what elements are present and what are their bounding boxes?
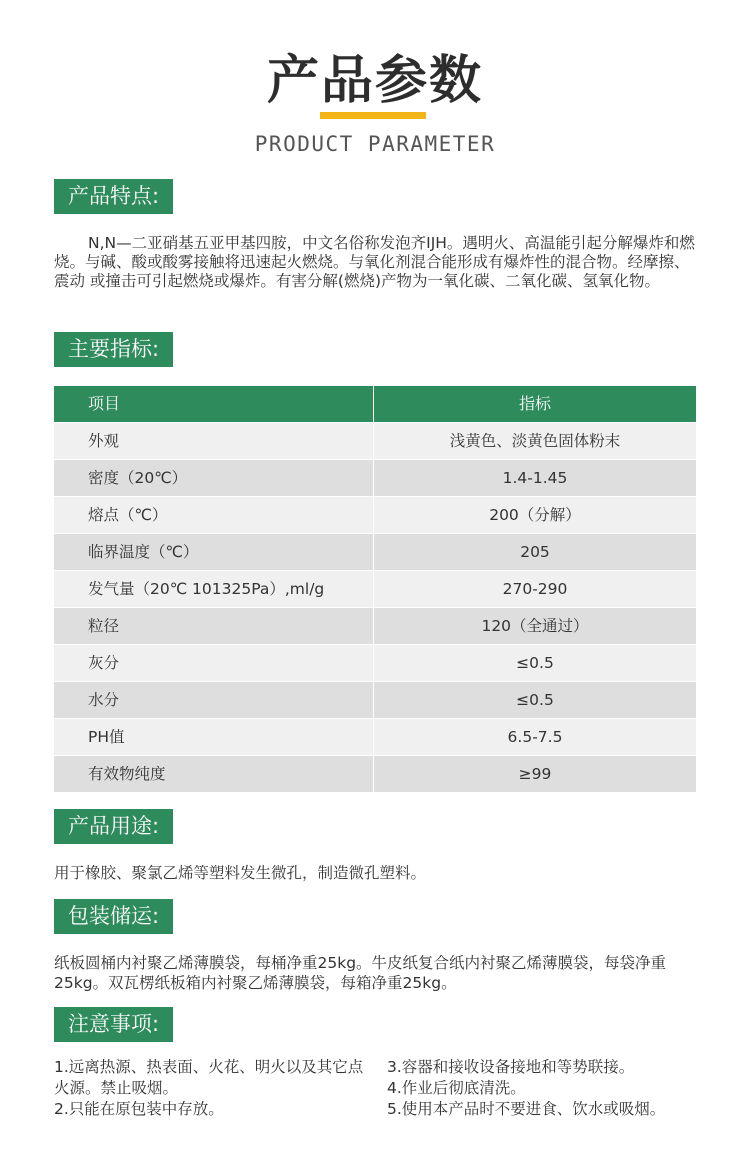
- table-row: [54, 607, 696, 644]
- row-item: 水分: [54, 682, 374, 718]
- row-item: 有效物纯度: [54, 756, 374, 792]
- page-title: 产品参数: [266, 51, 483, 111]
- row-item: 灰分: [54, 645, 374, 681]
- table-row: [54, 644, 696, 681]
- table-row: [54, 422, 696, 459]
- row-value: ≤0.5: [516, 654, 554, 672]
- note-item: 3.容器和接收设备接地和等势联接。: [387, 1058, 635, 1076]
- packaging-text: 纸板圆桶内衬聚乙烯薄膜袋，每桶净重25kg。牛皮纸复合纸内衬聚乙烯薄膜袋，每袋净重25kg。双瓦楞纸板箱内衬聚乙烯薄膜袋，每箱净重25kg。: [54, 954, 667, 992]
- table-row: [54, 570, 696, 607]
- section-tag-features: 产品特点:: [54, 179, 173, 214]
- note-item: 5.使用本产品时不要进食、饮水或吸烟。: [387, 1100, 666, 1118]
- table-row: [54, 533, 696, 570]
- row-value: 200（分解）: [489, 506, 581, 524]
- row-value: 120（全通过）: [481, 617, 589, 635]
- table-row: [54, 718, 696, 755]
- note-item: 2.只能在原包装中存放。: [54, 1100, 224, 1118]
- row-item: PH值: [54, 719, 374, 755]
- row-item: 临界温度（℃）: [54, 534, 374, 570]
- features-text: N,N—二亚硝基五亚甲基四胺，中文名俗称发泡齐IJH。遇明火、高温能引起分解爆炸和燃烧。与碱、酸或酸雾接触将迅速起火燃烧。与氧化剂混合能形成有爆炸性的混合物。经摩擦、震动 或撞击可引起燃烧或爆炸。有害分解(燃烧)产物为一氧化碳、二氧化碳、氢氧化物。: [54, 234, 695, 290]
- row-value: 6.5-7.5: [507, 728, 563, 746]
- row-value: 205: [520, 543, 550, 561]
- row-item: 密度（20℃）: [54, 460, 374, 496]
- row-value: ≤0.5: [516, 691, 554, 709]
- title-underline: [320, 112, 426, 119]
- spec-table: [54, 386, 696, 792]
- row-value: 1.4-1.45: [502, 469, 568, 487]
- notes-column-left: [54, 1057, 369, 1120]
- row-value: ≥99: [518, 765, 552, 783]
- page-subtitle: PRODUCT PARAMETER: [254, 132, 496, 156]
- section-tag-usage: 产品用途:: [54, 809, 173, 844]
- row-item: 外观: [54, 423, 374, 459]
- section-tag-specs: 主要指标:: [54, 332, 173, 367]
- table-row: [54, 755, 696, 792]
- row-value: 浅黄色、淡黄色固体粉末: [449, 432, 621, 450]
- row-item: 粒径: [54, 608, 374, 644]
- note-item: 1.远离热源、热表面、火花、明火以及其它点火源。禁止吸烟。: [54, 1058, 364, 1097]
- table-row: [54, 496, 696, 533]
- table-header-row: [54, 386, 696, 422]
- section-tag-packaging: 包装储运:: [54, 899, 173, 934]
- row-item: 发气量（20℃ 101325Pa）,ml/g: [54, 571, 374, 607]
- notes-column-right: [387, 1057, 717, 1120]
- section-tag-notes: 注意事项:: [54, 1007, 173, 1042]
- usage-text: 用于橡胶、聚氯乙烯等塑料发生微孔，制造微孔塑料。: [54, 864, 427, 882]
- row-value: 270-290: [502, 580, 568, 598]
- row-item: 熔点（℃）: [54, 497, 374, 533]
- table-row: [54, 459, 696, 496]
- header-value: 指标: [518, 394, 551, 413]
- header-item: 项目: [54, 386, 374, 422]
- table-row: [54, 681, 696, 718]
- note-item: 4.作业后彻底清洗。: [387, 1079, 526, 1097]
